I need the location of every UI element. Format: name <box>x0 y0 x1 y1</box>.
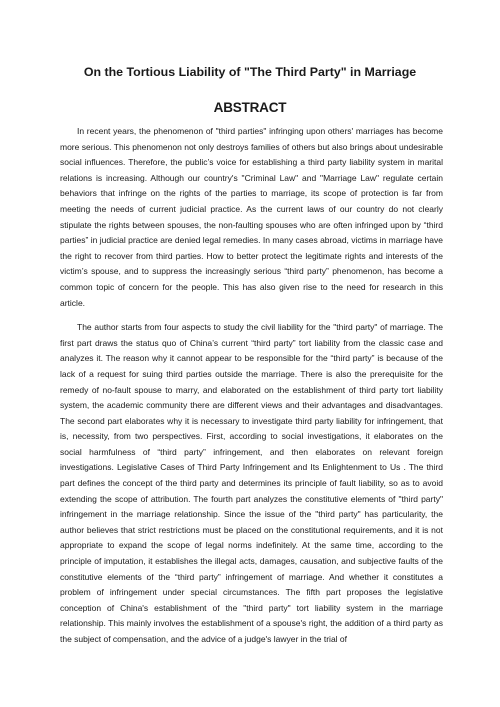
paper-title: On the Tortious Liability of "The Third Party" in Marriage <box>83 65 417 79</box>
abstract-paragraph-1: In recent years, the phenomenon of "third parties" infringing upon others' marriages has become more serious. This phenomenon not only destroys families of others but also brings about undesirable social influences. Therefore, the public’s voice for establishing a third party liability system in marital relations is increasing. Although our country's "Criminal Law" and "Marriage Law" regulate certain behaviors that infringe on the rights of the parties to marriage, its scope of protection is far from meeting the needs of current judicial practice. As the current laws of our country do not clearly stipulate the rights between spouses, the non-faulting spouses who are often infringed upon by “third parties” in judicial practice are denied legal remedies. In many cases abroad, victims in marriage have the right to recover from third parties. How to better protect the legitimate rights and interests of the victim’s spouse, and to suppress the increasingly serious “third party” phenomenon, has become a common topic of concern for the people. This has also given rise to the need for research in this article. <box>60 126 443 308</box>
abstract-body <box>60 124 443 648</box>
abstract-heading: ABSTRACT <box>213 100 287 115</box>
abstract-paragraph-2: The author starts from four aspects to study the civil liability for the "third party" of marriage. The first part draws the status quo of China’s current “third party” tort liability from the classic case and analyzes it. The reason why it cannot appear to be responsible for the “third party” is because of the lack of a request for suing third parties outside the marriage. There is also the prerequisite for the remedy of no-fault spouse to marry, and elaborated on the establishment of third party tort liability system, the academic community there are different views and their advantages and disadvantages. The second part elaborates why it is necessary to investigate third party liability for infringement, that is, necessity, from two perspectives. First, according to social investigations, it elaborates on the social harmfulness of “third party” infringement, and then elaborates on relevant foreign investigations. Legislative Cases of Third Party Infringement and Its Enlightenment to Us . The third part defines the concept of the third party and determines its principle of fault liability, so as to avoid extending the scope of attribution. The fourth part analyzes the constitutive elements of "third party" infringement in the marriage relationship. Since the issue of the "third party" has particularity, the author believes that strict restrictions must be placed on the constitutional requirements, and it is not appropriate to expand the scope of legal norms indefinitely. At the same time, according to the principle of imputation, it establishes the illegal acts, damages, causation, and subjective faults of the constitutive elements of the “third party” infringement of marriage. And whether it constitutes a problem of infringement under special circumstances. The fifth part proposes the legislative conception of China's establishment of the "third party" tort liability system in the marriage relationship. This mainly involves the establishment of a spouse's right, the addition of a third party as the subject of compensation, and the advice of a judge's lawyer in the trial of <box>60 322 443 644</box>
